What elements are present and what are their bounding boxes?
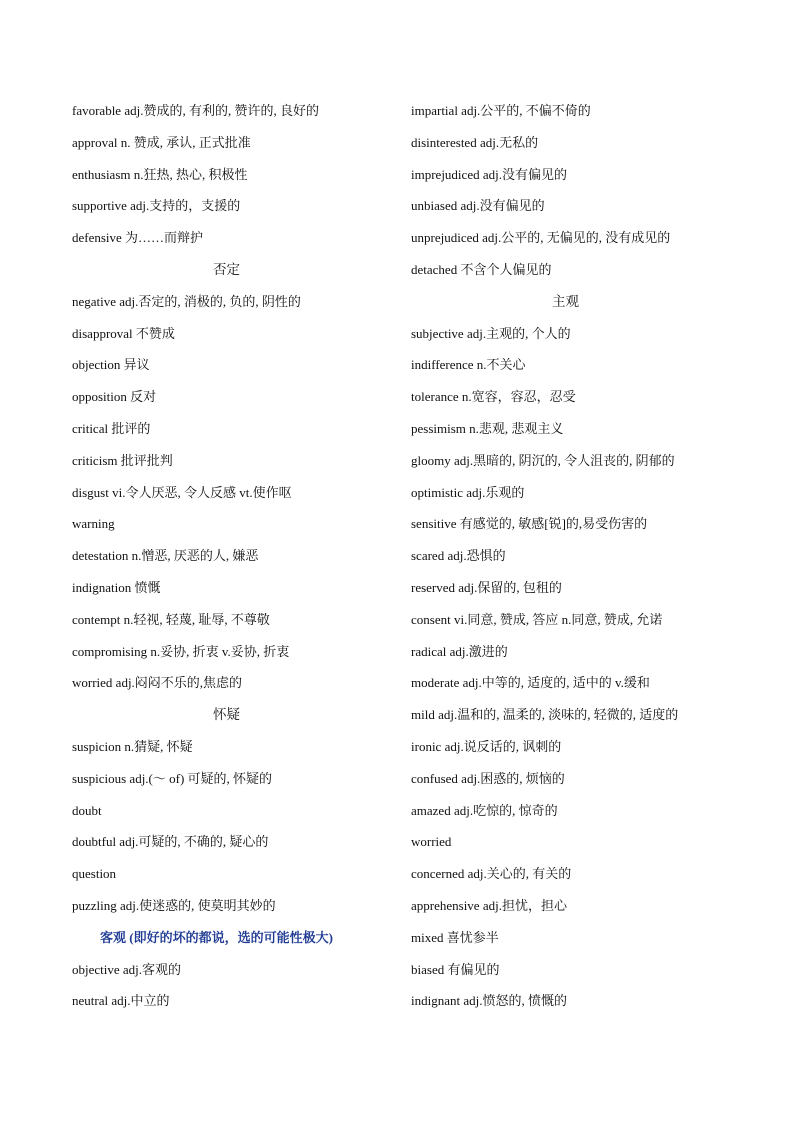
vocab-entry: amazed adj.吃惊的, 惊奇的 <box>411 802 558 818</box>
vocab-entry: gloomy adj.黑暗的, 阴沉的, 令人沮丧的, 阴郁的 <box>411 452 675 468</box>
vocab-entry: mild adj.温和的, 温柔的, 淡味的, 轻微的, 适度的 <box>411 707 679 723</box>
vocab-entry: suspicion n.猜疑, 怀疑 <box>72 738 193 754</box>
section-heading-negative: 否定 <box>213 261 240 277</box>
vocab-entry: critical 批评的 <box>72 420 151 436</box>
vocab-entry: disgust vi.令人厌恶, 令人反感 vt.使作呕 <box>72 484 292 500</box>
vocab-entry: disinterested adj.无私的 <box>411 134 539 150</box>
section-heading-doubt: 怀疑 <box>213 707 240 723</box>
vocab-entry: consent vi.同意, 赞成, 答应 n.同意, 赞成, 允诺 <box>411 611 663 627</box>
section-heading-subjective: 主观 <box>552 293 579 309</box>
vocab-entry: optimistic adj.乐观的 <box>411 484 525 500</box>
vocab-entry: unprejudiced adj.公平的, 无偏见的, 没有成见的 <box>411 230 671 246</box>
vocab-entry: negative adj.否定的, 消极的, 负的, 阴性的 <box>72 293 301 309</box>
vocab-entry: pessimism n.悲观, 悲观主义 <box>411 420 564 436</box>
vocab-entry: biased 有偏见的 <box>411 961 500 977</box>
vocab-entry: worried adj.闷闷不乐的,焦虑的 <box>72 675 243 691</box>
vocab-entry: imprejudiced adj.没有偏见的 <box>411 166 567 182</box>
vocab-entry: puzzling adj.使迷惑的, 使莫明其妙的 <box>72 897 276 913</box>
vocab-entry: contempt n.轻视, 轻蔑, 耻辱, 不尊敬 <box>72 611 270 627</box>
vocab-entry: favorable adj.赞成的, 有利的, 赞许的, 良好的 <box>72 103 319 118</box>
vocab-entry: disapproval 不赞成 <box>72 325 175 341</box>
vocab-entry: question <box>72 866 117 882</box>
vocab-entry: indignation 愤慨 <box>72 579 161 595</box>
vocab-entry: impartial adj.公平的, 不偏不倚的 <box>411 103 591 118</box>
vocab-entry: concerned adj.关心的, 有关的 <box>411 866 572 882</box>
vocab-entry: supportive adj.支持的，支援的 <box>72 198 241 214</box>
vocab-entry: worried <box>411 834 452 850</box>
vocab-entry: indifference n.不关心 <box>411 357 526 373</box>
vocab-entry: objective adj.客观的 <box>72 961 182 977</box>
right-column <box>411 95 741 1017</box>
vocab-entry: moderate adj.中等的, 适度的, 适中的 v.缓和 <box>411 675 650 691</box>
vocab-entry: ironic adj.说反话的, 讽刺的 <box>411 738 562 754</box>
vocab-entry: unbiased adj.没有偏见的 <box>411 198 545 214</box>
vocab-entry: suspicious adj.(～ of) 可疑的, 怀疑的 <box>72 770 273 786</box>
vocab-entry: tolerance n.宽容，容忍，忍受 <box>411 389 576 405</box>
vocab-entry: sensitive 有感觉的, 敏感[锐]的,易受伤害的 <box>411 516 648 532</box>
vocab-entry: subjective adj.主观的, 个人的 <box>411 325 571 341</box>
vocab-entry: doubt <box>72 802 102 818</box>
vocab-entry: criticism 批评批判 <box>72 452 173 468</box>
vocab-entry: mixed 喜忧参半 <box>411 929 499 945</box>
section-heading-objective: 客观 (即好的坏的都说，选的可能性极大) <box>100 929 333 945</box>
vocab-entry: objection 异议 <box>72 357 150 373</box>
vocab-entry: enthusiasm n.狂热, 热心, 积极性 <box>72 166 248 182</box>
vocab-entry: doubtful adj.可疑的, 不确的, 疑心的 <box>72 834 269 850</box>
vocab-entry: confused adj.困惑的, 烦恼的 <box>411 770 565 786</box>
vocab-entry: compromising n.妥协, 折衷 v.妥协, 折衷 <box>72 643 290 659</box>
vocab-entry: radical adj.激进的 <box>411 643 508 659</box>
vocab-entry: reserved adj.保留的, 包租的 <box>411 579 562 595</box>
vocab-entry: detestation n.憎恶, 厌恶的人, 嫌恶 <box>72 548 259 564</box>
vocab-entry: detached 不含个人偏见的 <box>411 261 552 277</box>
vocab-entry: indignant adj.愤怒的, 愤慨的 <box>411 993 567 1009</box>
vocab-entry: defensive 为……而辩护 <box>72 230 204 246</box>
vocab-entry: scared adj.恐惧的 <box>411 548 506 564</box>
vocab-entry: opposition 反对 <box>72 389 157 405</box>
vocab-entry: warning <box>72 516 115 532</box>
vocab-entry: neutral adj.中立的 <box>72 993 170 1009</box>
vocab-entry: apprehensive adj.担忧，担心 <box>411 897 567 913</box>
vocab-entry: approval n. 赞成, 承认, 正式批准 <box>72 134 251 150</box>
left-column <box>72 95 372 1017</box>
